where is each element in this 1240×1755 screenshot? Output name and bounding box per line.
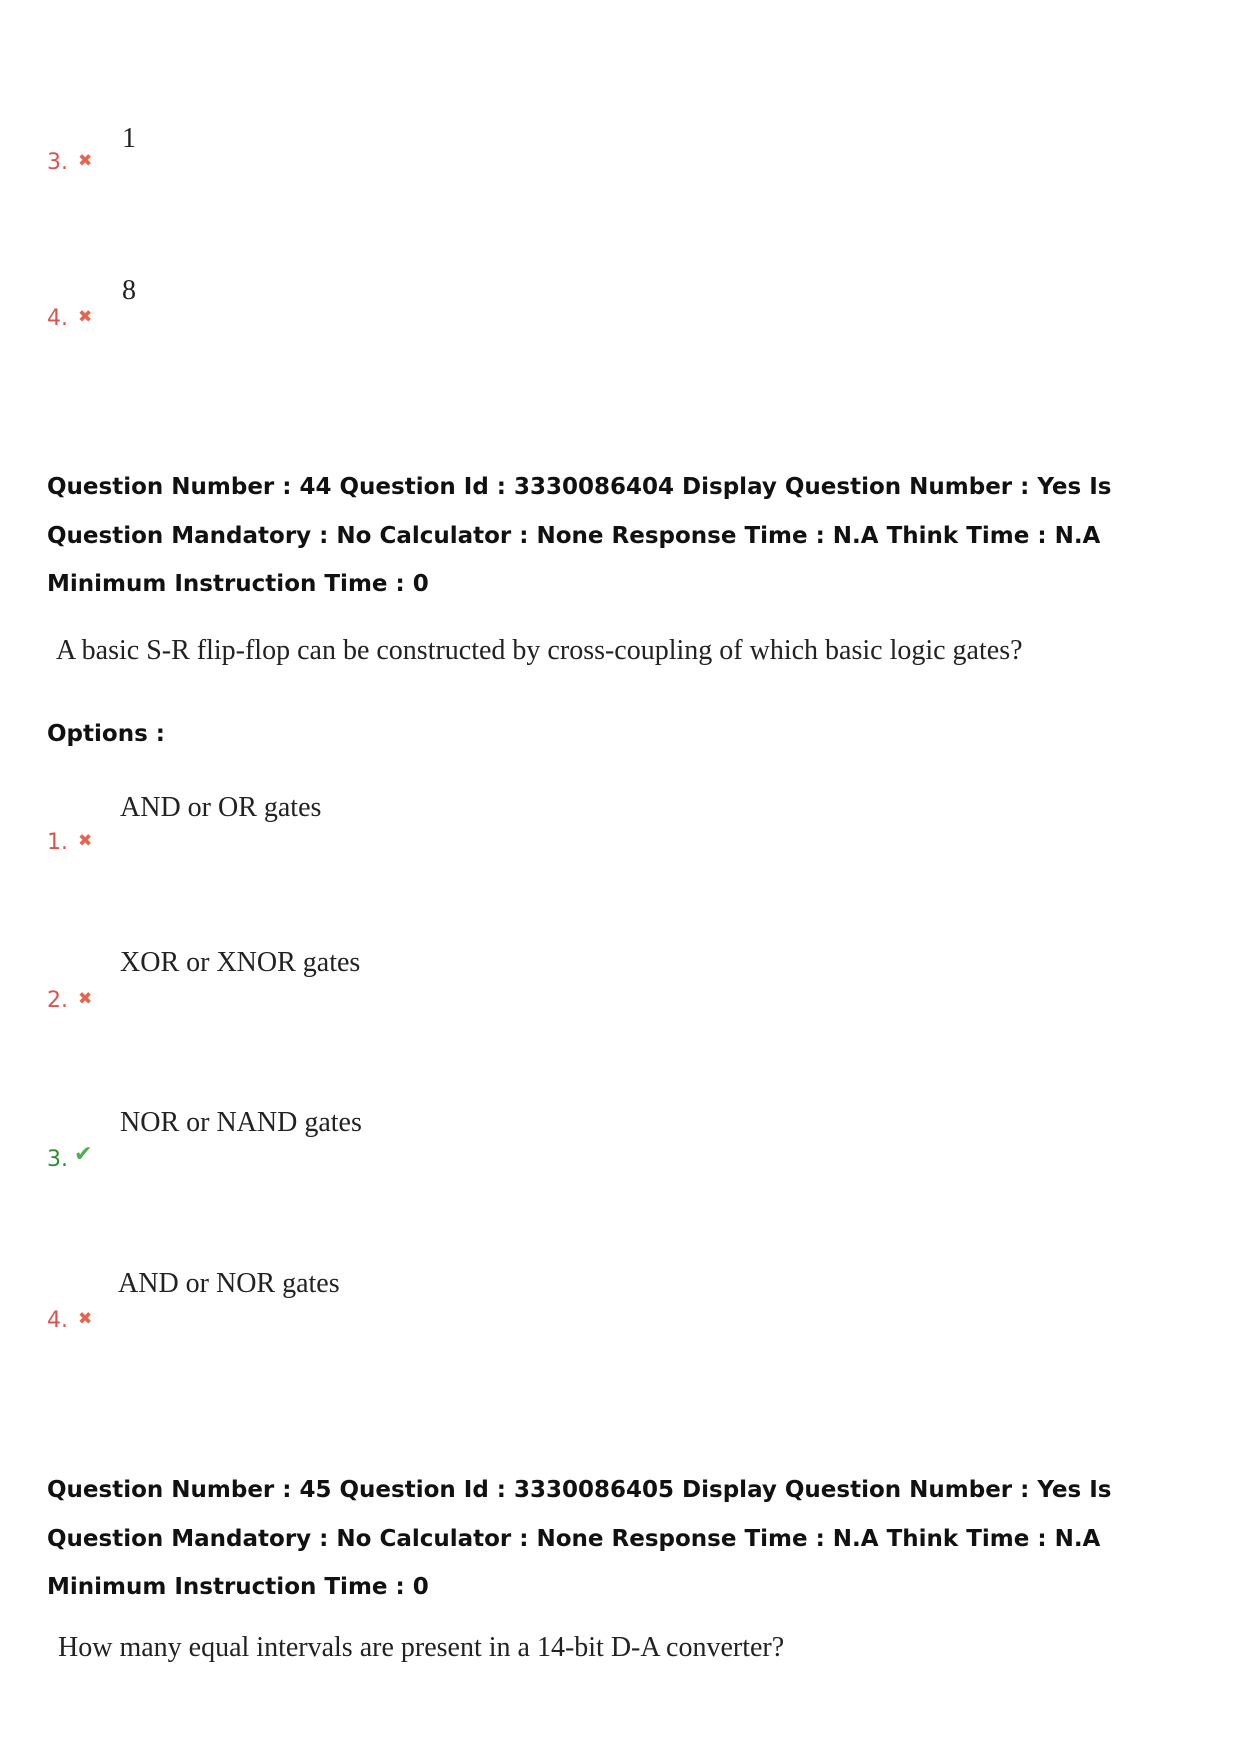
question-44-text: A basic S-R flip-flop can be constructed by cross-coupling of which basic logic gates?	[56, 635, 1023, 666]
cross-icon: ✖	[78, 307, 93, 327]
option-text: 1	[122, 123, 136, 154]
check-icon: ✔	[74, 1142, 93, 1167]
option-number: 4.	[47, 306, 68, 331]
cross-icon: ✖	[78, 1309, 93, 1329]
options-label: Options :	[47, 721, 165, 747]
option-text: 8	[122, 275, 136, 306]
option-text: AND or NOR gates	[118, 1268, 340, 1299]
option-number: 4.	[47, 1308, 68, 1333]
option-text: NOR or NAND gates	[120, 1107, 362, 1138]
option-number: 3.	[47, 1147, 68, 1172]
question-45-text: How many equal intervals are present in a 14-bit D-A converter?	[58, 1632, 785, 1663]
option-text: AND or OR gates	[120, 792, 322, 823]
cross-icon: ✖	[78, 989, 93, 1009]
option-number: 1.	[47, 830, 68, 855]
option-text: XOR or XNOR gates	[120, 947, 361, 978]
option-number: 2.	[47, 988, 68, 1013]
cross-icon: ✖	[78, 151, 93, 171]
option-number: 3.	[47, 150, 68, 175]
cross-icon: ✖	[78, 831, 93, 851]
question-45-meta: Question Number : 45 Question Id : 3330086405 Display Question Number : Yes Is Question Mandatory : No Calculator : None Response Time : N.A Think Time : N.A Minimum Instruction Time : 0	[47, 1477, 1112, 1600]
question-44-meta: Question Number : 44 Question Id : 3330086404 Display Question Number : Yes Is Question Mandatory : No Calculator : None Response Time : N.A Think Time : N.A Minimum Instruction Time : 0	[47, 474, 1112, 597]
